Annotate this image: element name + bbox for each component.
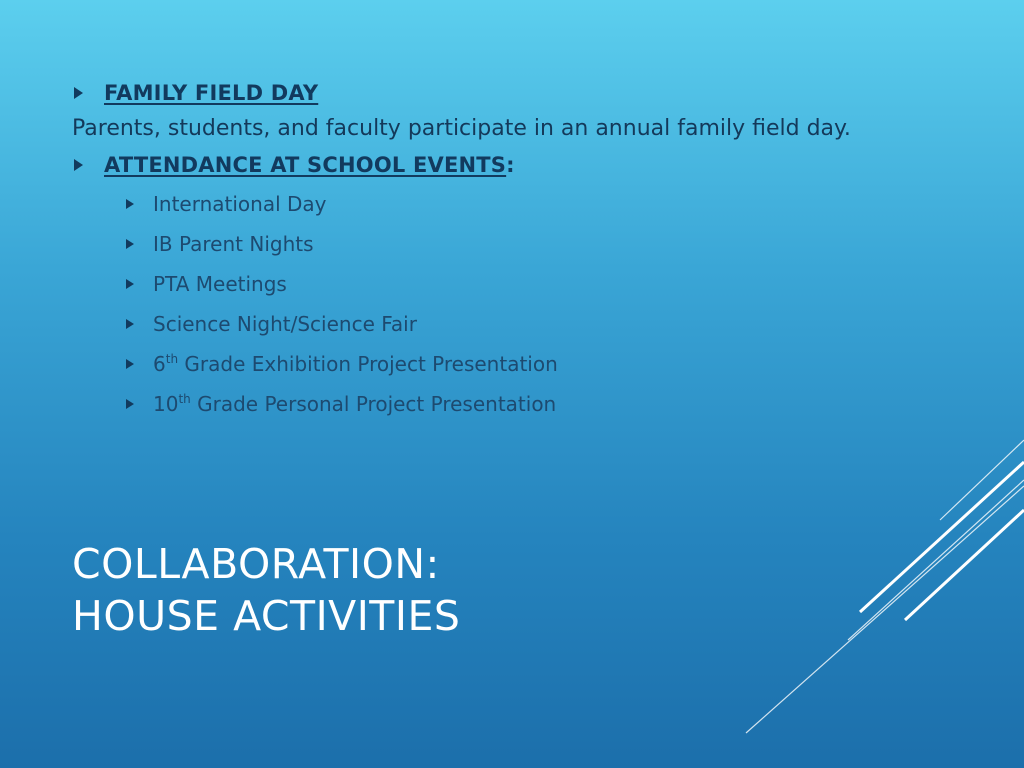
heading-attendance-colon: : (506, 153, 515, 177)
decor-line (905, 510, 1024, 620)
list-item (72, 384, 852, 424)
list-item (72, 304, 852, 344)
list-item (72, 344, 852, 384)
list-item-text: Science Night/Science Fair (153, 312, 417, 336)
triangle-bullet-icon (126, 399, 134, 409)
decor-line (848, 480, 1024, 640)
slide-content (72, 76, 852, 424)
slide-title (72, 538, 460, 642)
list-item (72, 184, 852, 224)
list-item-text: PTA Meetings (153, 272, 287, 296)
list-item-text: International Day (153, 192, 327, 216)
heading-attendance: ATTENDANCE AT SCHOOL EVENTS (104, 153, 507, 177)
slide-title-line2: HOUSE ACTIVITIES (72, 592, 461, 640)
list-item-text: 6th Grade Exhibition Project Presentation (153, 352, 558, 376)
list-item-text: IB Parent Nights (153, 232, 314, 256)
triangle-bullet-icon (126, 319, 134, 329)
decor-line (860, 462, 1024, 612)
decor-line (940, 440, 1024, 520)
triangle-bullet-icon (126, 239, 134, 249)
triangle-bullet-icon (74, 87, 83, 99)
heading-family-field-day: FAMILY FIELD DAY (104, 81, 319, 105)
paragraph-family-field-day: Parents, students, and faculty participate in an annual family field day. (72, 116, 851, 141)
list-item-text: 10th Grade Personal Project Presentation (153, 392, 557, 416)
triangle-bullet-icon (126, 359, 134, 369)
list-item (72, 264, 852, 304)
bullet-family-field-day (72, 76, 852, 110)
bullet-attendance (72, 148, 852, 182)
decor-line (746, 486, 1024, 733)
triangle-bullet-icon (74, 159, 83, 171)
slide-title-line1: COLLABORATION: (72, 540, 440, 588)
list-item (72, 224, 852, 264)
triangle-bullet-icon (126, 199, 134, 209)
triangle-bullet-icon (126, 279, 134, 289)
